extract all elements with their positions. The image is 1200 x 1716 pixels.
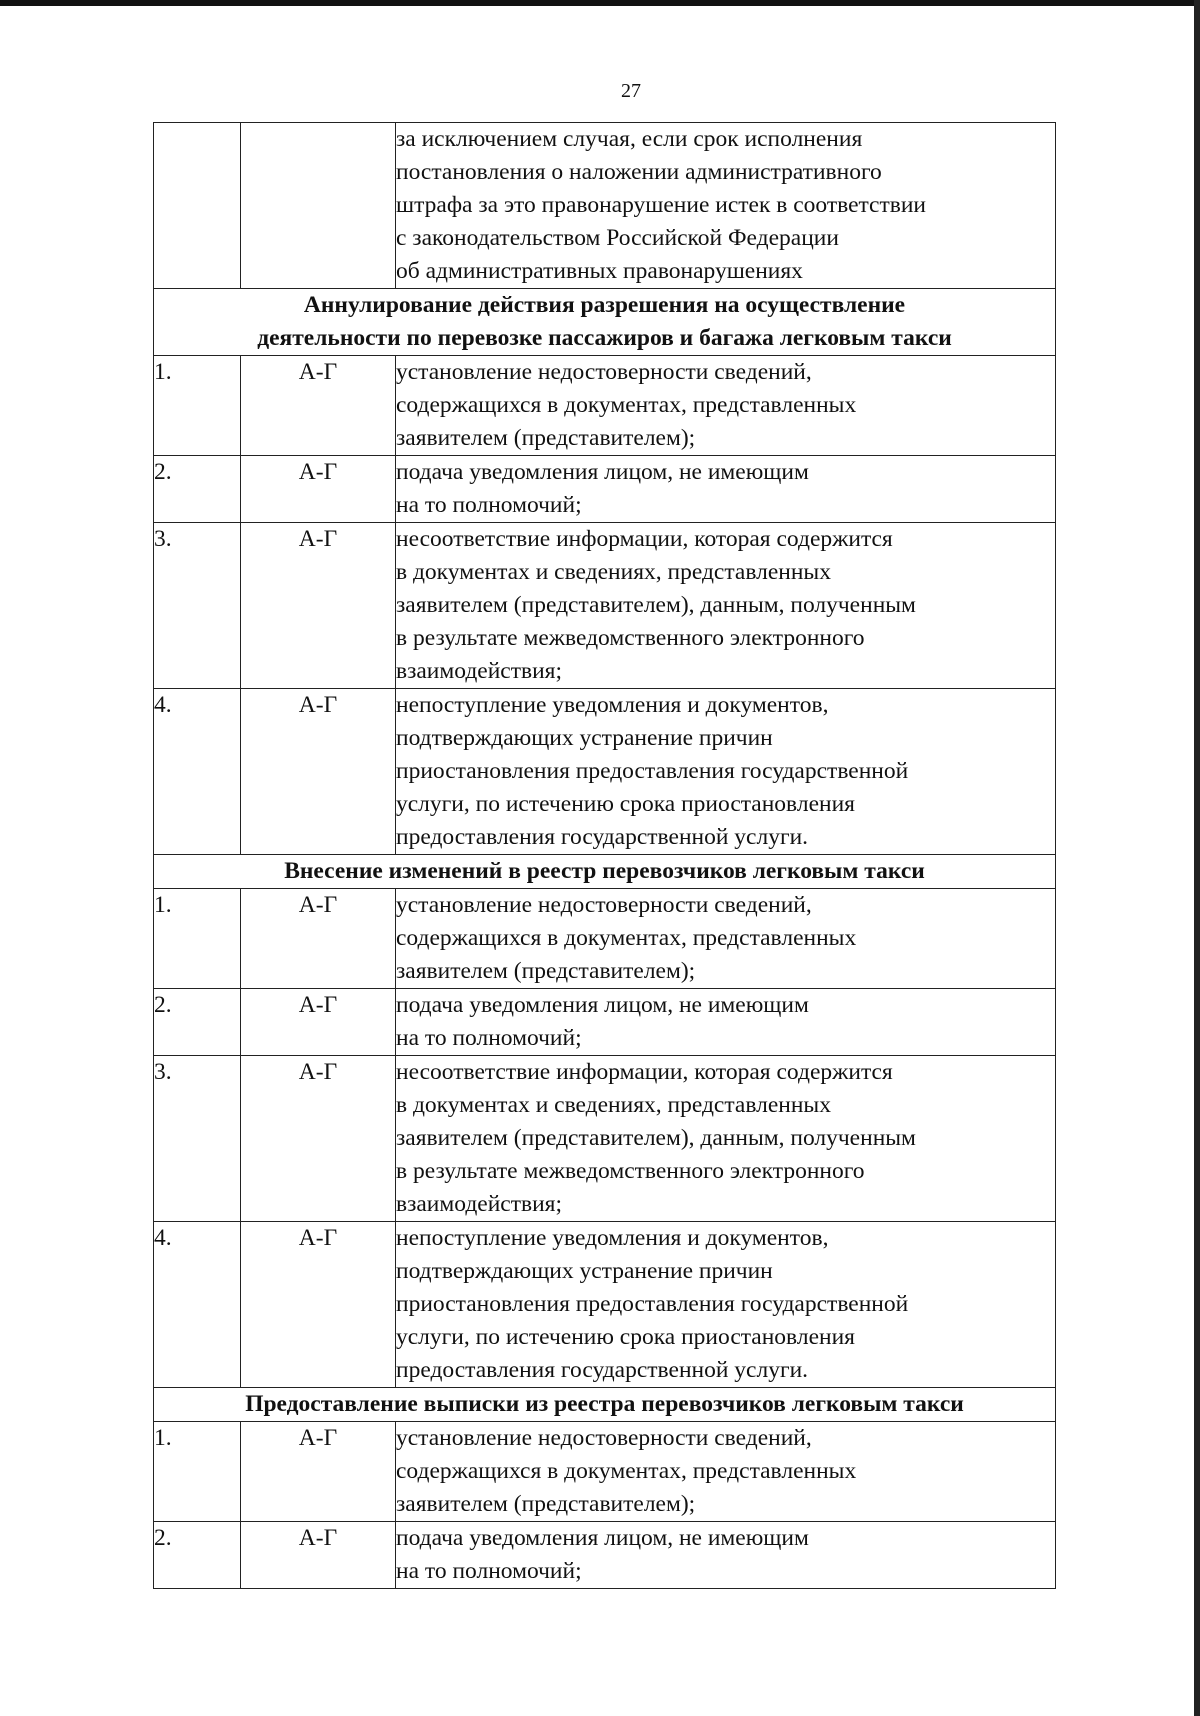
row-text-line: установление недостоверности сведений, (396, 359, 812, 385)
row-text-line: заявителем (представителем), данным, полученным (396, 1125, 916, 1151)
row-text-line: непоступление уведомления и документов, (396, 692, 829, 718)
section-heading (154, 289, 1056, 356)
page-number: 27 (621, 80, 641, 102)
row-number: 2. (154, 1522, 241, 1589)
row-text-line: подтверждающих устранение причин (396, 725, 773, 751)
row-text (396, 889, 1056, 989)
row-code (241, 123, 396, 289)
row-text-line: содержащихся в документах, представленных (396, 925, 857, 951)
row-text-line: об административных правонарушениях (396, 258, 803, 284)
table-row (154, 889, 1056, 989)
row-code: А-Г (241, 1222, 396, 1388)
table-row (154, 689, 1056, 855)
row-text-line: предоставления государственной услуги. (396, 824, 809, 850)
row-text-line: взаимодействия; (396, 1191, 563, 1217)
row-text-line: подача уведомления лицом, не имеющим (396, 459, 809, 485)
row-code: А-Г (241, 1056, 396, 1222)
row-text (396, 523, 1056, 689)
row-number: 4. (154, 689, 241, 855)
table-row (154, 356, 1056, 456)
row-text-line: содержащихся в документах, представленных (396, 392, 857, 418)
scan-border-right (1194, 0, 1200, 1716)
row-number: 4. (154, 1222, 241, 1388)
row-text-line: установление недостоверности сведений, (396, 892, 812, 918)
row-text-line: содержащихся в документах, представленных (396, 1458, 857, 1484)
section-heading-line: деятельности по перевозке пассажиров и багажа легковым такси (257, 325, 952, 351)
row-text-line: в документах и сведениях, представленных (396, 1092, 831, 1118)
section-heading-line: Внесение изменений в реестр перевозчиков легковым такси (284, 858, 925, 884)
table-row (154, 1522, 1056, 1589)
row-text-line: на то полномочий; (396, 1025, 582, 1051)
row-text (396, 356, 1056, 456)
row-text-line: заявителем (представителем); (396, 1491, 696, 1517)
row-number: 1. (154, 356, 241, 456)
section-heading (154, 1388, 1056, 1422)
row-text-line: несоответствие информации, которая содержится (396, 1059, 893, 1085)
section-heading-row (154, 289, 1056, 356)
scan-border-top (0, 0, 1200, 6)
row-code: А-Г (241, 456, 396, 523)
row-text (396, 1222, 1056, 1388)
section-heading-line: Предоставление выписки из реестра перевозчиков легковым такси (245, 1391, 964, 1417)
row-text (396, 456, 1056, 523)
table-row (154, 1222, 1056, 1388)
row-text-line: на то полномочий; (396, 1558, 582, 1584)
row-text (396, 989, 1056, 1056)
table-row (154, 123, 1056, 289)
row-text-line: заявителем (представителем), данным, полученным (396, 592, 916, 618)
row-text-line: в документах и сведениях, представленных (396, 559, 831, 585)
row-text (396, 1056, 1056, 1222)
row-text-line: услуги, по истечению срока приостановления (396, 791, 855, 817)
row-text-line: установление недостоверности сведений, (396, 1425, 812, 1451)
row-text-line: на то полномочий; (396, 492, 582, 518)
row-text-line: постановления о наложении административного (396, 159, 882, 185)
row-text (396, 1522, 1056, 1589)
row-code: А-Г (241, 889, 396, 989)
row-code: А-Г (241, 1522, 396, 1589)
row-text-line: услуги, по истечению срока приостановления (396, 1324, 855, 1350)
row-text-line: в результате межведомственного электронного (396, 625, 865, 651)
row-text-line: подтверждающих устранение причин (396, 1258, 773, 1284)
row-text-line: подача уведомления лицом, не имеющим (396, 1525, 809, 1551)
row-text-line: непоступление уведомления и документов, (396, 1225, 829, 1251)
row-number: 3. (154, 1056, 241, 1222)
row-text-line: за исключением случая, если срок исполнения (396, 126, 863, 152)
row-text-line: подача уведомления лицом, не имеющим (396, 992, 809, 1018)
section-heading (154, 855, 1056, 889)
row-text-line: с законодательством Российской Федерации (396, 225, 839, 251)
row-text (396, 123, 1056, 289)
table-row (154, 1056, 1056, 1222)
table-row (154, 1422, 1056, 1522)
row-text-line: в результате межведомственного электронного (396, 1158, 865, 1184)
row-text-line: заявителем (представителем); (396, 425, 696, 451)
row-text (396, 1422, 1056, 1522)
row-text-line: несоответствие информации, которая содержится (396, 526, 893, 552)
row-number: 2. (154, 456, 241, 523)
table-row (154, 989, 1056, 1056)
row-code: А-Г (241, 1422, 396, 1522)
row-code: А-Г (241, 356, 396, 456)
row-text-line: штрафа за это правонарушение истек в соответствии (396, 192, 927, 218)
row-text-line: заявителем (представителем); (396, 958, 696, 984)
row-text-line: предоставления государственной услуги. (396, 1357, 809, 1383)
section-heading-row (154, 855, 1056, 889)
row-code: А-Г (241, 689, 396, 855)
row-text (396, 689, 1056, 855)
table-row (154, 456, 1056, 523)
section-heading-line: Аннулирование действия разрешения на осуществление (303, 292, 906, 318)
row-text-line: взаимодействия; (396, 658, 563, 684)
row-number: 1. (154, 889, 241, 989)
row-number: 3. (154, 523, 241, 689)
section-heading-row (154, 1388, 1056, 1422)
row-code: А-Г (241, 523, 396, 689)
row-number: 1. (154, 1422, 241, 1522)
row-number: 2. (154, 989, 241, 1056)
table-row (154, 523, 1056, 689)
row-number (154, 123, 241, 289)
grounds-table (153, 122, 1056, 1589)
row-code: А-Г (241, 989, 396, 1056)
row-text-line: приостановления предоставления государственной (396, 758, 909, 784)
row-text-line: приостановления предоставления государственной (396, 1291, 909, 1317)
